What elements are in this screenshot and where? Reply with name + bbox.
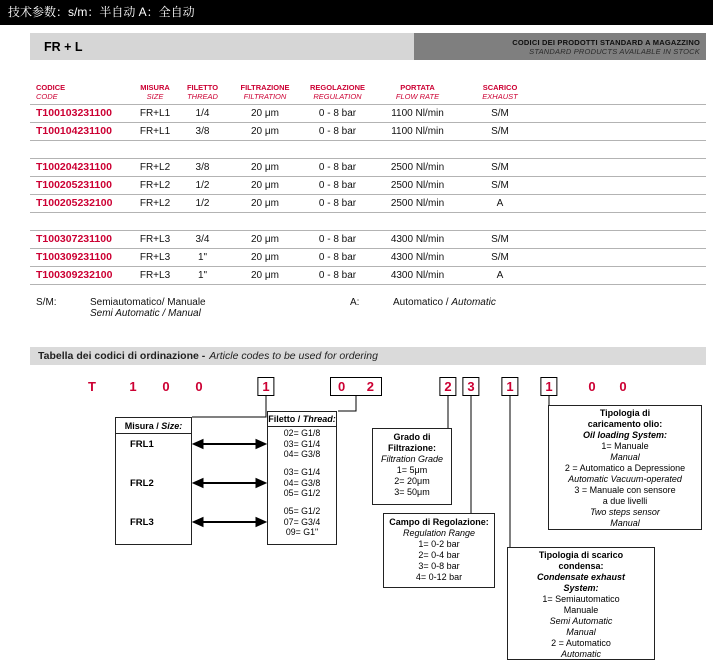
- code-char: 1: [540, 377, 557, 396]
- table-cell: 4300 Nl/min: [390, 270, 445, 281]
- regulation-option: 4= 0-12 bar: [415, 572, 463, 582]
- table-cell: 0 - 8 bar: [318, 198, 357, 209]
- thread-option: 04= G3/8: [283, 449, 321, 459]
- filtration-title-it-1: Grado di: [393, 432, 431, 442]
- table-cell: 1100 Nl/min: [391, 108, 444, 119]
- filtration-option: 2= 20μm: [394, 476, 430, 486]
- product-family-title: FR + L: [30, 33, 414, 60]
- connector-lines: [192, 396, 549, 547]
- filtration-option: 3= 50μm: [394, 487, 430, 497]
- table-cell: 1/2: [195, 198, 210, 209]
- oil-option-line: Automatic Vacuum-operated: [568, 474, 682, 484]
- table-cell: 20 μm: [251, 252, 279, 263]
- column-header-en: SIZE: [146, 92, 164, 101]
- product-code-cell: T100205232100: [36, 197, 113, 209]
- table-cell: 3/4: [195, 234, 210, 245]
- connector-thread: [338, 396, 356, 411]
- table-cell: S/M: [491, 162, 509, 173]
- table-cell: 20 μm: [251, 234, 279, 245]
- code-char: 1: [129, 379, 137, 394]
- regulation-title-en: Regulation Range: [402, 528, 476, 538]
- thread-option: 04= G3/8: [283, 477, 321, 488]
- table-row: [30, 195, 706, 213]
- table-cell: 0 - 8 bar: [318, 234, 357, 245]
- column-header-en: EXHAUST: [482, 92, 518, 101]
- table-row: [30, 267, 706, 285]
- column-header-en: FLOW RATE: [395, 92, 440, 101]
- table-cell: S/M: [491, 252, 509, 263]
- table-cell: 1100 Nl/min: [391, 126, 444, 137]
- filtration-title-it-2: Filtrazione:: [387, 443, 436, 453]
- thread-box-title-en: Thread:: [302, 414, 336, 424]
- regulation-option: 3= 0-8 bar: [418, 561, 460, 571]
- table-cell: 4300 Nl/min: [390, 252, 445, 263]
- legend-a-en: Automatic: [451, 297, 496, 308]
- code-char: 0: [195, 379, 203, 394]
- table-cell: 3/8: [195, 126, 210, 137]
- oil-title-en: Oil loading System:: [582, 430, 667, 440]
- oil-option-line: a due livelli: [602, 496, 648, 506]
- stock-note-it: CODICI DEI PRODOTTI STANDARD A MAGAZZINO: [512, 37, 700, 47]
- column-header-it: CODICE: [36, 83, 66, 92]
- column-header-it: MISURA: [140, 83, 170, 92]
- top-info-bar: [0, 0, 713, 25]
- legend-sm-value: [90, 297, 206, 319]
- product-code-cell: T100205231100: [36, 179, 112, 191]
- table-cell: S/M: [491, 234, 509, 245]
- table-cell: 20 μm: [251, 162, 279, 173]
- code-char: 2: [439, 377, 456, 396]
- product-code-cell: T100307231100: [36, 233, 112, 245]
- table-cell: A: [496, 198, 504, 209]
- column-header-it: PORTATA: [400, 83, 435, 92]
- size-box-title-en: Size:: [161, 421, 183, 431]
- filtration-options: [373, 465, 451, 498]
- thread-option: 03= G1/4: [283, 438, 321, 449]
- condensate-title-it-1: Tipologia di scarico: [538, 550, 624, 560]
- table-cell: 0 - 8 bar: [318, 108, 357, 119]
- table-group: [30, 104, 706, 141]
- regulation-options: [384, 539, 494, 583]
- condensate-option-line: Manuale: [563, 605, 599, 615]
- table-cell: 20 μm: [251, 180, 279, 191]
- legend-a-key: A:: [350, 297, 360, 308]
- legend-sm-en: Semi Automatic / Manual: [90, 308, 201, 319]
- arrow-frl1-left-head: [193, 440, 203, 449]
- size-option: FRL3: [130, 517, 154, 528]
- code-digit: 0: [338, 379, 346, 394]
- ordering-bar-it: Tabella dei codici di ordinazione -: [38, 350, 206, 362]
- size-option: FRL2: [130, 478, 154, 489]
- table-cell: S/M: [491, 108, 509, 119]
- oil-options: [549, 441, 701, 529]
- legend: [30, 295, 706, 329]
- column-header-it: FILETTO: [186, 83, 219, 92]
- table-cell: 4300 Nl/min: [390, 234, 445, 245]
- arrow-frl1-right-head: [256, 440, 266, 449]
- column-header-flow-rate: [375, 83, 460, 104]
- condensate-option-line: 2 = Automatico: [551, 638, 611, 648]
- thread-options-group: [268, 506, 336, 538]
- table-cell: 20 μm: [251, 108, 279, 119]
- legend-a-value: [393, 297, 496, 308]
- thread-options-group: [268, 467, 336, 499]
- filtration-title-en: Filtration Grade: [380, 454, 444, 464]
- regulation-range-box: [383, 513, 495, 588]
- filtration-option: 1= 5μm: [396, 465, 428, 475]
- code-char: 0: [619, 379, 627, 394]
- table-cell: 0 - 8 bar: [318, 252, 357, 263]
- arrow-frl2-left-head: [193, 479, 203, 488]
- thread-option: 05= G1/2: [283, 506, 321, 516]
- column-header-size: [135, 83, 175, 104]
- table-cell: 20 μm: [251, 126, 279, 137]
- table-cell: FR+L2: [139, 162, 171, 173]
- column-header-it: REGOLAZIONE: [309, 83, 365, 92]
- table-cell: 2500 Nl/min: [390, 162, 445, 173]
- condensate-option-line: Semi Automatic: [549, 616, 613, 626]
- arrow-frl2-right-head: [256, 479, 266, 488]
- oil-option-line: 2 = Automatico a Depressione: [564, 463, 686, 473]
- oil-option-line: 1= Manuale: [601, 441, 649, 451]
- column-header-filtration: [230, 83, 300, 104]
- thread-options-group: [268, 428, 336, 460]
- regulation-title-it: Campo di Regolazione:: [389, 517, 489, 527]
- table-cell: S/M: [491, 126, 509, 137]
- product-code-cell: T100104231100: [36, 125, 112, 137]
- condensate-exhaust-box: [507, 547, 655, 660]
- top-info-text: 技术参数：s/m：半自动 A：全自动: [8, 5, 195, 19]
- size-selector-box: [115, 417, 192, 545]
- code-char: [330, 377, 382, 396]
- table-cell: FR+L1: [139, 108, 171, 119]
- table-row: [30, 105, 706, 123]
- column-header-it: SCARICO: [482, 83, 518, 92]
- table-row: [30, 123, 706, 141]
- connector-size: [192, 396, 266, 417]
- condensate-title-en-1: Condensate exhaust: [536, 572, 626, 582]
- column-header-it: FILTRAZIONE: [240, 83, 290, 92]
- size-options: [116, 434, 191, 543]
- table-header-row: [30, 79, 706, 104]
- code-char: 3: [462, 377, 479, 396]
- arrow-frl3-left-head: [193, 518, 203, 527]
- table-cell: FR+L1: [139, 126, 171, 137]
- size-box-title: [116, 418, 191, 434]
- table-group: [30, 230, 706, 285]
- table-cell: FR+L2: [139, 180, 171, 191]
- column-header-thread: [175, 83, 230, 104]
- table-cell: 2500 Nl/min: [390, 198, 445, 209]
- column-header-en: THREAD: [187, 92, 218, 101]
- oil-loading-box: [548, 405, 702, 530]
- thread-selector-box: [267, 411, 337, 545]
- condensate-option-line: 1= Semiautomatico: [542, 594, 620, 604]
- products-table: [30, 79, 706, 285]
- table-body: [30, 104, 706, 285]
- oil-option-line: 3 = Manuale con sensore: [574, 485, 676, 495]
- filtration-grade-box: [372, 428, 452, 505]
- legend-sm-it: Semiautomatico/ Manuale: [90, 297, 206, 308]
- product-code-cell: T100103231100: [36, 107, 112, 119]
- table-cell: 1": [197, 252, 208, 263]
- table-row: [30, 177, 706, 195]
- thread-option: 05= G1/2: [283, 488, 321, 498]
- column-header-en: REGULATION: [313, 92, 362, 101]
- condensate-option-line: Automatic: [560, 649, 602, 659]
- size-thread-arrows: [193, 440, 266, 527]
- table-cell: 20 μm: [251, 198, 279, 209]
- table-cell: 0 - 8 bar: [318, 270, 357, 281]
- oil-option-line: Manual: [610, 452, 640, 462]
- stock-note: [414, 33, 706, 60]
- oil-title-it-1: Tipologia di: [599, 408, 651, 418]
- table-group: [30, 158, 706, 213]
- table-cell: 1/2: [195, 180, 210, 191]
- table-cell: 1/4: [195, 108, 210, 119]
- column-header-regulation: [300, 83, 375, 104]
- column-header-exhaust: [460, 83, 540, 104]
- oil-option-line: Two steps sensor: [590, 507, 660, 517]
- product-code-cell: T100309232100: [36, 269, 113, 281]
- legend-a-it: Automatico /: [393, 297, 449, 308]
- product-code-cell: T100309231100: [36, 251, 112, 263]
- table-cell: S/M: [491, 180, 509, 191]
- condensate-options: [508, 594, 654, 660]
- code-char: 1: [257, 377, 274, 396]
- code-char: 0: [162, 379, 170, 394]
- condensate-title-it-2: condensa:: [558, 561, 604, 571]
- table-row: [30, 249, 706, 267]
- legend-sm-key: S/M:: [36, 297, 57, 308]
- code-char: 1: [501, 377, 518, 396]
- product-code-cell: T100204231100: [36, 161, 112, 173]
- table-cell: FR+L3: [139, 252, 171, 263]
- table-cell: 0 - 8 bar: [318, 162, 357, 173]
- header-band: [30, 33, 706, 60]
- ordering-section-bar: [30, 347, 706, 365]
- table-cell: A: [496, 270, 504, 281]
- code-char: T: [88, 379, 96, 394]
- oil-option-line: Manual: [610, 518, 640, 528]
- column-header-en: FILTRATION: [243, 92, 287, 101]
- thread-options: [268, 427, 336, 544]
- table-cell: 20 μm: [251, 270, 279, 281]
- thread-option: 03= G1/4: [283, 467, 321, 477]
- thread-option: 07= G3/4: [283, 516, 321, 527]
- size-option: FRL1: [130, 439, 154, 450]
- table-cell: FR+L3: [139, 234, 171, 245]
- arrow-frl3-right-head: [256, 518, 266, 527]
- size-box-title-it: Misura /: [124, 421, 162, 431]
- column-header-en: CODE: [36, 92, 58, 101]
- table-cell: FR+L2: [139, 198, 171, 209]
- code-digit: 2: [366, 379, 374, 394]
- table-row: [30, 231, 706, 249]
- table-cell: 0 - 8 bar: [318, 126, 357, 137]
- table-cell: 2500 Nl/min: [390, 180, 445, 191]
- thread-box-title-it: Filetto /: [268, 414, 303, 424]
- table-row: [30, 159, 706, 177]
- thread-box-title: [268, 412, 336, 427]
- column-header-code: [30, 83, 135, 104]
- thread-option: 09= G1": [285, 527, 319, 537]
- thread-option: 02= G1/8: [283, 428, 321, 438]
- regulation-option: 2= 0-4 bar: [418, 550, 460, 560]
- regulation-option: 1= 0-2 bar: [418, 539, 460, 549]
- table-cell: FR+L3: [139, 270, 171, 281]
- ordering-bar-en: Article codes to be used for ordering: [209, 350, 378, 362]
- condensate-title-en-2: System:: [563, 583, 599, 593]
- stock-note-en: STANDARD PRODUCTS AVAILABLE IN STOCK: [529, 46, 700, 56]
- table-cell: 0 - 8 bar: [318, 180, 357, 191]
- condensate-option-line: Manual: [566, 627, 596, 637]
- oil-title-it-2: caricamento olio:: [587, 419, 663, 429]
- table-cell: 1": [197, 270, 208, 281]
- code-char: 0: [588, 379, 596, 394]
- table-cell: 3/8: [195, 162, 210, 173]
